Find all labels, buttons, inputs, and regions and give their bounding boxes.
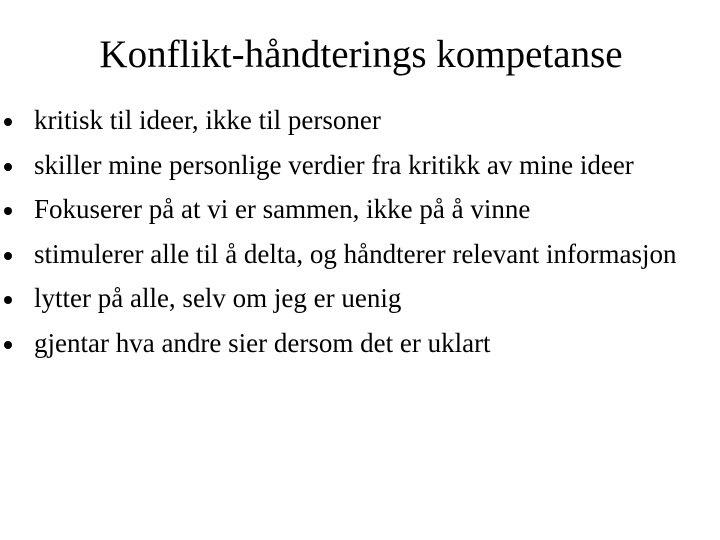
bullet-text: stimulerer alle til å delta, og håndterer relevant informasjon: [34, 238, 677, 269]
bullet-item-5: [0, 282, 690, 314]
bullet-list: [0, 104, 690, 371]
bullet-item-1: [0, 104, 690, 136]
bullet-dot-icon: [4, 252, 12, 260]
bullet-text: Fokuserer på at vi er sammen, ikke på å vinne: [34, 194, 531, 224]
bullet-item-2: [0, 149, 690, 181]
bullet-dot-icon: [4, 296, 12, 304]
bullet-text: kritisk til ideer, ikke til personer: [34, 105, 381, 135]
bullet-item-4: [0, 238, 690, 270]
bullet-dot-icon: [4, 118, 12, 126]
bullet-dot-icon: [4, 341, 12, 349]
slide-title: Konflikt-håndterings kompetanse: [99, 33, 623, 76]
bullet-item-6: [0, 327, 690, 359]
bullet-dot-icon: [4, 207, 12, 215]
bullet-item-3: [0, 193, 690, 225]
bullet-text: gjentar hva andre sier dersom det er uklart: [34, 327, 491, 358]
bullet-text: lytter på alle, selv om jeg er uenig: [34, 283, 402, 313]
bullet-text: skiller mine personlige verdier fra kritikk av mine ideer: [34, 149, 634, 180]
bullet-dot-icon: [4, 163, 12, 171]
